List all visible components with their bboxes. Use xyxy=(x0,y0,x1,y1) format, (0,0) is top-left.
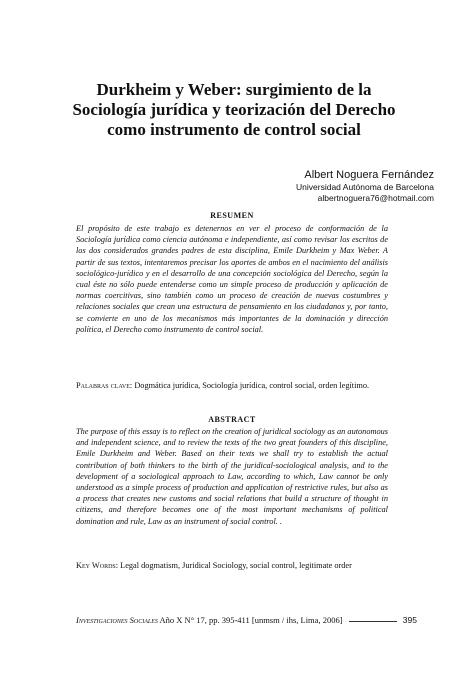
resumen-heading: RESUMEN xyxy=(210,211,254,220)
keywords-list: Dogmática jurídica, Sociología jurídica, control social, orden legítimo. xyxy=(134,381,370,390)
author-affiliation: Universidad Autónoma de Barcelona xyxy=(296,182,434,192)
keywords-list: Legal dogmatism, Juridical Sociology, social control, legitimate order xyxy=(120,561,352,570)
article-title xyxy=(40,80,428,140)
title-line: Sociología jurídica y teorización del Derecho xyxy=(72,100,396,119)
author-email: albertnoguera76@hotmail.com xyxy=(317,193,434,203)
page-footer xyxy=(76,615,417,626)
title-line: Durkheim y Weber: surgimiento de la xyxy=(96,80,372,99)
abstract-keywords xyxy=(76,560,388,571)
resumen-text: El propósito de este trabajo es detenernos en ver el proceso de conformación de la Sociología jurídica como ciencia autónoma e independiente, así como revisar los escritos de los dos considerados grandes padres de esta disciplina, Emile Durkheim y Max Weber. A partir de sus textos, intentaremos precisar los aportes de ambos en el nacimiento del análisis sociológico-jurídico y en el desarrollo de una concepción sociológica del Derecho, según la cual éste no sólo puede entenderse como un simple proceso de producción y aplicación de normas coercitivas, sino también como un proceso de creación de nuevas costumbres y relaciones sociales que crean una estructura de pensamiento en los ciudadanos y, por tanto, se convierte en uno de los mecanismos más importantes de la dominación y dirección política, el Derecho como instrumento de control social. xyxy=(76,224,388,334)
journal-citation: Año X N° 17, pp. 395-411 [unmsm / ihs, Lima, 2006] xyxy=(159,615,343,625)
abstract-heading: ABSTRACT xyxy=(208,415,256,424)
keywords-label: Palabras clave: xyxy=(76,381,133,390)
footer-rule xyxy=(349,621,397,622)
title-line: como instrumento de control social xyxy=(107,120,361,139)
journal-name: Investigaciones Sociales xyxy=(76,615,158,625)
author-name: Albert Noguera Fernández xyxy=(304,169,434,181)
abstract-text: The purpose of this essay is to reflect on the creation of juridical sociology as an autonomous and independent science, and to review the texts of the two great founders of this discipline, Emile Durkheim and Weber. Based on their texts we shall try to establish the actual contribution of both thinkers to the birth of the juridical-sociological analysis, and to the development of a sociological approach to Law, according to which, Law cannot be only understood as a simple process of production and application of restrictive rules, but also as a process that creates new customs and social relations that build a structure of thought in citizens, and therefore becomes one of the most important mechanisms of political domination and rule, Law as an instrument of social control. . xyxy=(76,427,388,526)
author-block xyxy=(296,169,434,204)
resumen-keywords xyxy=(76,380,388,391)
page-number: 395 xyxy=(402,615,417,625)
keywords-label: Key Words: xyxy=(76,561,119,570)
